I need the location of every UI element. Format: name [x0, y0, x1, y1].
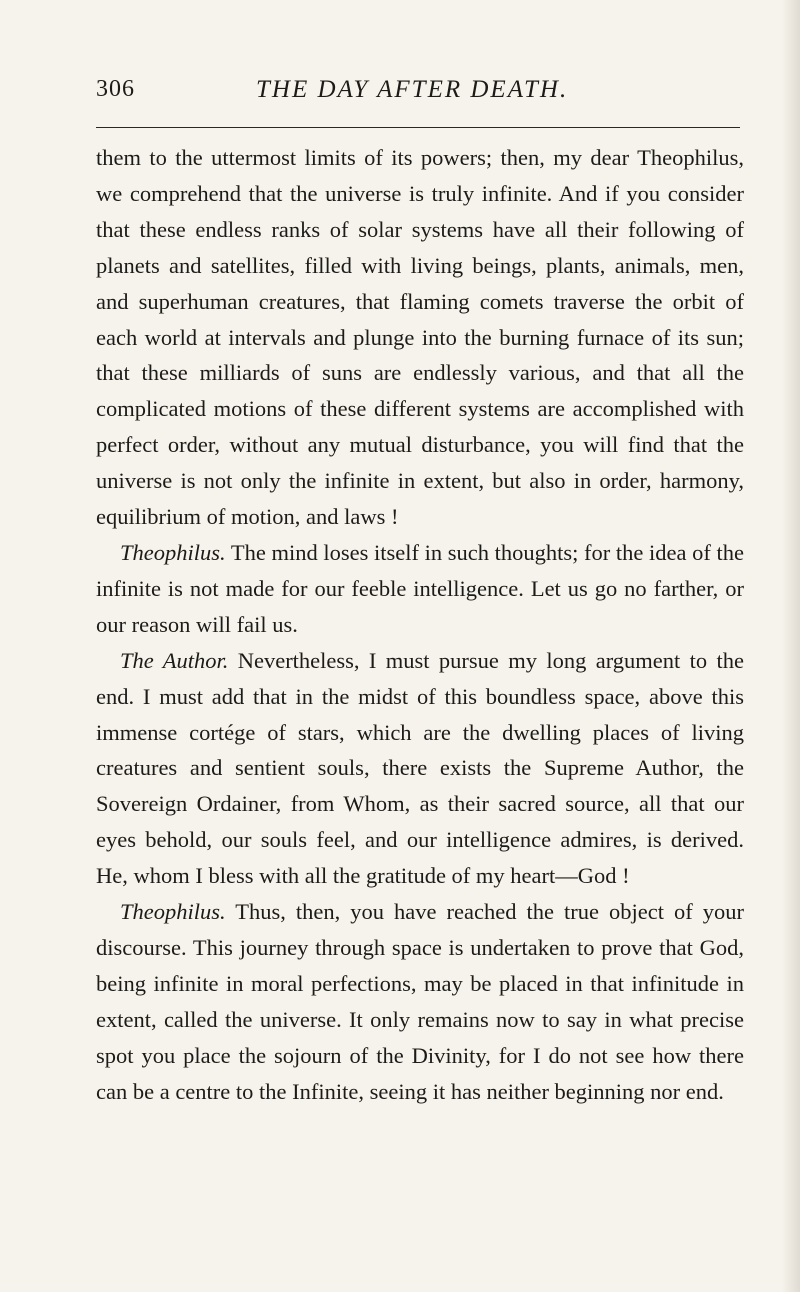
page-header [96, 76, 740, 116]
paragraph-text: The mind loses itself in such thoughts; for the idea of the infinite is not made for our feeble intelligence. Let us go no farther, or our reason will fail us. [96, 539, 745, 637]
paragraph-text: Nevertheless, I must pursue my long argument to the end. I must add that in the midst of this boundless space, above this immense cortége of stars, which are the dwelling places of living creatures and sentient souls, there exists the Supreme Author, the Sovereign Ordainer, from Whom, as their sacred source, all that our eyes behold, our souls feel, and our intelligence admires, is derived. He, whom I bless with all the gratitude of my heart—God ! [96, 647, 744, 889]
page-edge-shadow [782, 0, 800, 1292]
running-title: THE DAY AFTER DEATH. [256, 76, 569, 103]
paragraph-text: Thus, then, you have reached the true object of your discourse. This journey through space is undertaken to prove that God, being infinite in moral perfections, may be placed in that infinitude in extent, called the universe. It only remains now to say in what precise spot you place the sojourn of the Divinity, for I do not see how there can be a centre to the Infinite, seeing it has neither beginning nor end. [96, 899, 744, 1104]
page-number: 306 [96, 76, 135, 102]
paragraph [96, 894, 744, 1109]
paragraph [96, 140, 744, 535]
body-text [96, 140, 744, 1109]
paragraph [96, 535, 744, 643]
header-rule [96, 127, 740, 128]
speaker-name: The Author. [120, 647, 229, 673]
speaker-name: Theophilus. [120, 539, 226, 565]
speaker-name: Theophilus. [120, 899, 226, 925]
paragraph [96, 643, 744, 894]
paragraph-text: them to the uttermost limits of its powers; then, my dear Theophilus, we comprehend that the universe is truly infinite. And if you consider that these endless ranks of solar systems have all their following of planets and satellites, filled with living beings, plants, animals, men, and superhuman creatures, that flaming comets traverse the orbit of each world at intervals and plunge into the burning furnace of its sun; that these milliards of suns are endlessly various, and that all the complicated motions of these different systems are accomplished with perfect order, without any mutual disturbance, you will find that the universe is not only the infinite in extent, but also in order, harmony, equilibrium of motion, and laws ! [96, 145, 744, 530]
